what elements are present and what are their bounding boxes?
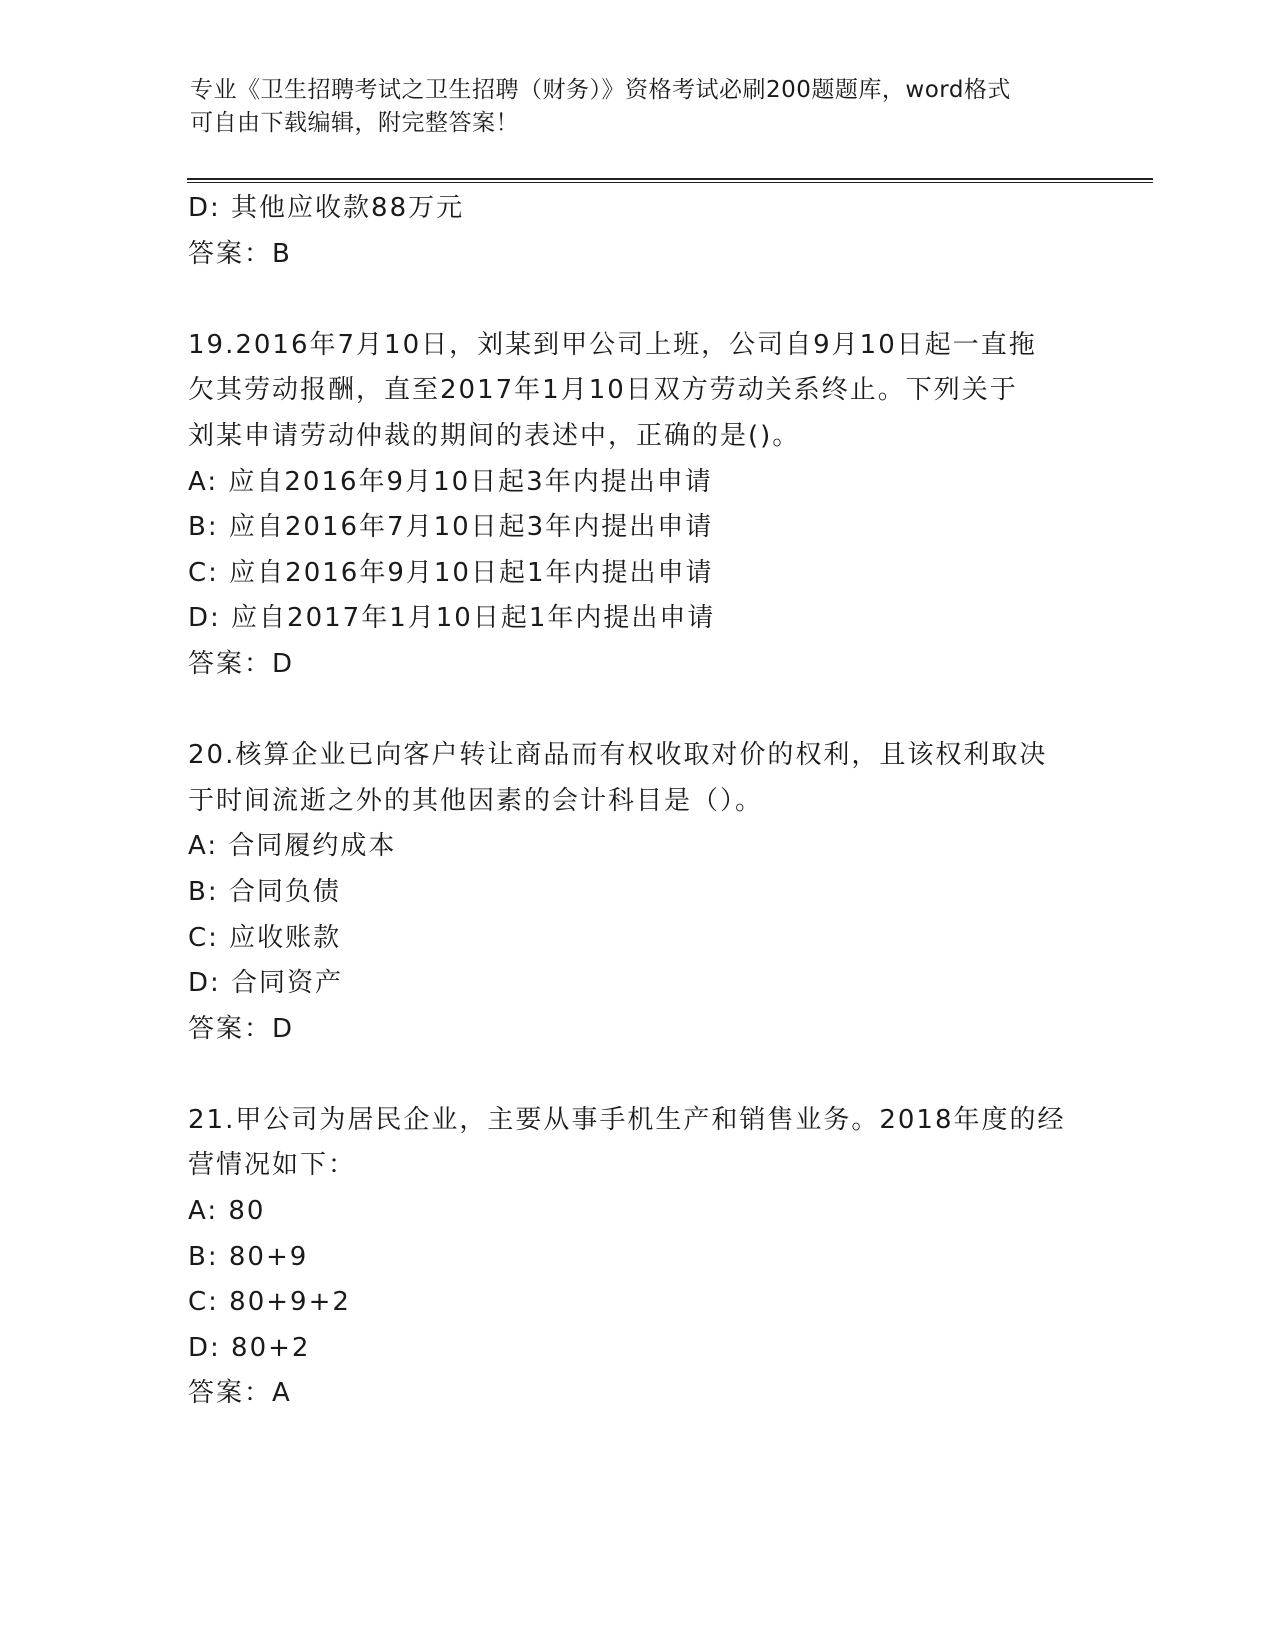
question-19 [188, 323, 1088, 688]
answer-line: 答案：D [188, 648, 295, 679]
question-stem-line: 于时间流逝之外的其他因素的会计科目是（）。 [188, 785, 764, 816]
option-a: A: 应自2016年9月10日起3年内提出申请 [188, 466, 713, 497]
question-stem-line: 营情况如下： [188, 1150, 357, 1181]
question-gap [188, 688, 1088, 734]
option-a: A: 合同履约成本 [188, 831, 397, 862]
answer-line: 答案：B [188, 238, 292, 269]
page-header [190, 74, 1090, 140]
question-gap [188, 277, 1088, 323]
option-c: C: 应自2016年9月10日起1年内提出申请 [188, 557, 714, 588]
option-c: C: 80+9+2 [188, 1287, 351, 1318]
question-stem-line: 欠其劳动报酬，直至2017年1月10日双方劳动关系终止。下列关于 [188, 375, 1018, 406]
answer-line: 答案：A [188, 1378, 292, 1409]
option-d: D: 合同资产 [188, 968, 344, 999]
answer-line: 答案：D [188, 1013, 295, 1044]
question-stem-line: 刘某申请劳动仲裁的期间的表述中，正确的是()。 [188, 420, 801, 451]
option-b: B: 应自2016年7月10日起3年内提出申请 [188, 512, 714, 543]
header-title-line-1: 专业《卫生招聘考试之卫生招聘（财务）》资格考试必刷200题题库，word格式 [190, 77, 1011, 103]
question-20 [188, 733, 1088, 1052]
question-gap [188, 1052, 1088, 1098]
question-21 [188, 1098, 1088, 1417]
question-stem-line: 19.2016年7月10日，刘某到甲公司上班，公司自9月10日起一直拖 [188, 329, 1037, 360]
option-d: D: 80+2 [188, 1332, 311, 1363]
option-d: D: 其他应收款88万元 [188, 193, 465, 223]
option-b: B: 80+9 [188, 1241, 309, 1272]
option-d: D: 应自2017年1月10日起1年内提出申请 [188, 603, 716, 634]
question-18-tail [188, 186, 1088, 277]
option-c: C: 应收账款 [188, 922, 342, 953]
question-list [188, 186, 1088, 1417]
option-b: B: 合同负债 [188, 876, 341, 907]
question-stem-line: 20.核算企业已向客户转让商品而有权收取对价的权利，且该权利取决 [188, 740, 1048, 771]
header-divider [187, 178, 1153, 183]
header-title-line-2: 可自由下载编辑，附完整答案！ [190, 110, 519, 136]
option-a: A: 80 [188, 1196, 266, 1227]
question-stem-line: 21.甲公司为居民企业，主要从事手机生产和销售业务。2018年度的经 [188, 1104, 1066, 1135]
